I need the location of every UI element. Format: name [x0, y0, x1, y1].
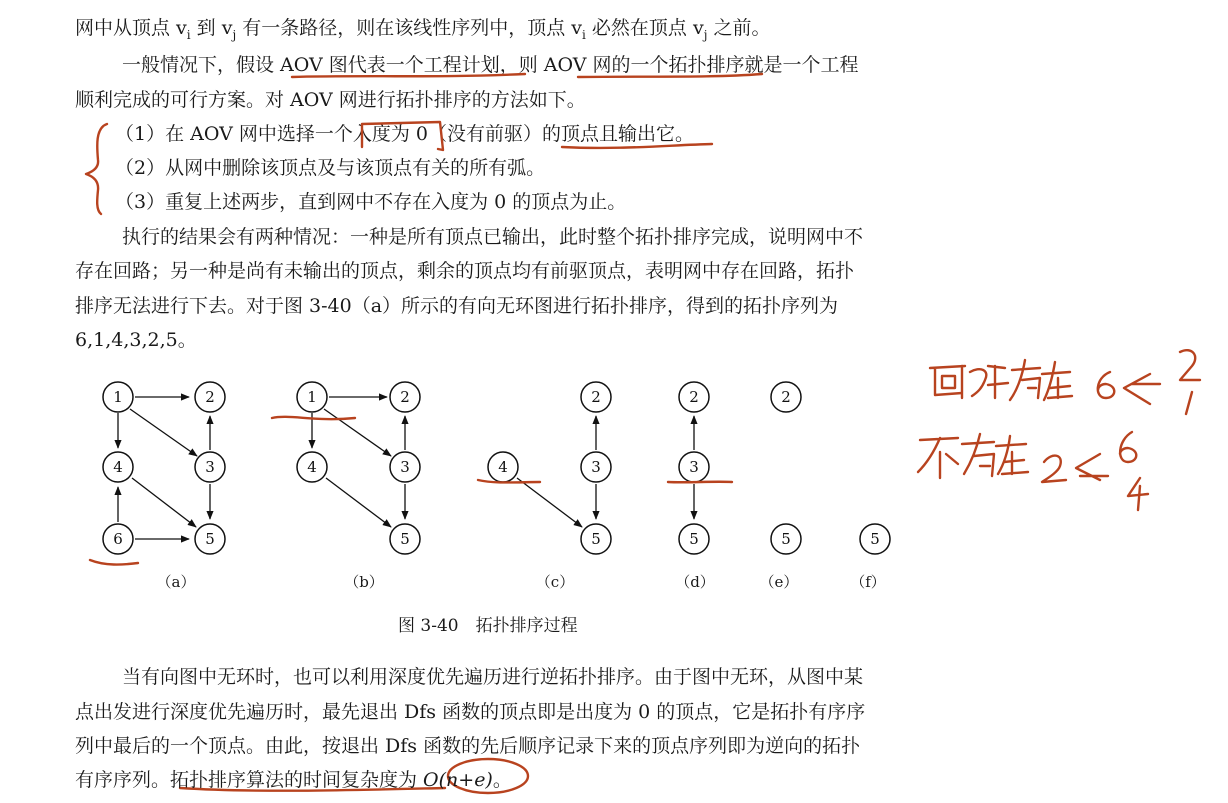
subfig-c	[488, 382, 611, 554]
svg-text:2: 2	[781, 388, 791, 406]
subfig-a	[103, 382, 225, 554]
svg-text:1: 1	[113, 388, 123, 406]
handwriting-stroke	[1186, 392, 1192, 414]
subfig-d	[679, 382, 709, 554]
node	[679, 524, 709, 554]
svg-text:2: 2	[689, 388, 699, 406]
node	[771, 382, 801, 412]
subfig-label: （b）	[344, 573, 384, 591]
underline-stroke	[90, 560, 138, 565]
edge-4-5	[326, 478, 391, 527]
node	[581, 382, 611, 412]
underline-stroke	[668, 482, 732, 483]
paragraph2-line2: 顺利完成的可行方案。对 AOV 网进行拓扑排序的方法如下。	[75, 89, 586, 111]
paragraph3-line1: 执行的结果会有两种情况：一种是所有顶点已输出，此时整个拓扑排序完成，说明网中不	[122, 226, 864, 248]
node	[679, 382, 709, 412]
node	[195, 382, 225, 412]
handwriting-stroke	[1042, 362, 1072, 400]
svg-text:5: 5	[205, 530, 215, 548]
subscript: i	[582, 27, 586, 42]
subfig-f	[860, 524, 890, 554]
paragraph4-line4	[75, 768, 925, 792]
node	[581, 452, 611, 482]
svg-text:2: 2	[400, 388, 410, 406]
svg-text:5: 5	[689, 530, 699, 548]
handwriting-stroke	[1010, 360, 1040, 400]
handwriting-stroke	[1042, 456, 1066, 482]
svg-text:4: 4	[307, 458, 317, 476]
handwriting-stroke	[962, 434, 994, 476]
step-2: （2）从网中删除该顶点及与该顶点有关的所有弧。	[115, 157, 546, 179]
subfig-label: （c）	[535, 573, 575, 591]
svg-text:5: 5	[591, 530, 601, 548]
node	[679, 452, 709, 482]
handwriting-stroke	[1180, 350, 1200, 380]
edge-1-3	[324, 409, 391, 456]
node	[860, 524, 890, 554]
paragraph4-line2: 点出发进行深度优先遍历时，最先退出 Dfs 函数的顶点即是出度为 0 的顶点，它是拓扑有序序	[75, 701, 866, 723]
svg-text:2: 2	[205, 388, 215, 406]
paragraph3-line3: 排序无法进行下去。对于图 3-40（a）所示的有向无环图进行拓扑排序，得到的拓扑序列为	[75, 295, 839, 317]
subfig-e	[771, 382, 801, 554]
underline-stroke	[562, 144, 712, 148]
paragraph3-line4: 6,1,4,3,2,5。	[75, 329, 197, 351]
svg-text:5: 5	[400, 530, 410, 548]
text: 有序序列。拓扑排序算法的时间复杂度为	[75, 769, 424, 791]
edge-1-3	[130, 409, 197, 456]
text: 网中从顶点 v	[75, 17, 187, 39]
node	[103, 524, 133, 554]
figure-caption: 图 3-40 拓扑排序过程	[398, 616, 578, 636]
svg-text:3: 3	[205, 458, 215, 476]
node	[390, 382, 420, 412]
subfig-label: （a）	[156, 573, 196, 591]
edge-4-5	[517, 478, 582, 527]
node	[390, 452, 420, 482]
complexity-formula: O(n+e)	[423, 769, 493, 791]
node	[103, 452, 133, 482]
handwriting-stroke	[1098, 372, 1114, 398]
handwriting-stroke	[996, 436, 1028, 474]
step-3: （3）重复上述两步，直到网中不存在入度为 0 的顶点为止。	[115, 191, 627, 213]
paragraph4-line3: 列中最后的一个顶点。由此，按退出 Dfs 函数的先后顺序记录下来的顶点序列即为逆向的拓扑	[75, 735, 861, 757]
svg-text:3: 3	[400, 458, 410, 476]
underline-stroke	[272, 417, 355, 419]
subscript: j	[232, 27, 237, 42]
handwriting-stroke	[930, 366, 965, 398]
step-1: （1）在 AOV 网中选择一个入度为 0（没有前驱）的顶点且输出它。	[115, 123, 694, 145]
handwriting-stroke	[1128, 478, 1148, 510]
svg-text:4: 4	[498, 458, 508, 476]
node	[771, 524, 801, 554]
handwriting-stroke	[970, 366, 1008, 398]
subfig-label: （e）	[759, 573, 799, 591]
text: 。	[492, 769, 512, 791]
handwriting-stroke	[1124, 374, 1160, 404]
underline-stroke	[578, 74, 762, 77]
subfig-label: （d）	[675, 573, 715, 591]
node	[390, 524, 420, 554]
svg-text:6: 6	[113, 530, 123, 548]
subfig-label: （f）	[850, 573, 886, 591]
paragraph3-line2: 存在回路；另一种是尚有未输出的顶点，剩余的顶点均有前驱顶点，表明网中存在回路，拓扑	[75, 260, 855, 282]
handwriting-stroke	[1076, 454, 1108, 480]
node	[195, 452, 225, 482]
underline-stroke	[292, 74, 525, 77]
brace-stroke	[86, 124, 107, 214]
svg-text:3: 3	[689, 458, 699, 476]
svg-text:1: 1	[307, 388, 317, 406]
paragraph4-line1: 当有向图中无环时，也可以利用深度优先遍历进行逆拓扑排序。由于图中无环，从图中某	[122, 666, 864, 688]
node	[297, 382, 327, 412]
handwriting-stroke	[918, 438, 958, 478]
node	[103, 382, 133, 412]
paragraph2-line1: 一般情况下，假设 AOV 图代表一个工程计划，则 AOV 网的一个拓扑排序就是一个工程	[122, 54, 859, 76]
node	[297, 452, 327, 482]
text: 必然在顶点 v	[585, 17, 704, 39]
text: 之前。	[707, 17, 771, 39]
subfig-b	[297, 382, 420, 554]
subscript: j	[703, 27, 708, 42]
svg-text:3: 3	[591, 458, 601, 476]
node	[195, 524, 225, 554]
handwriting-stroke	[1120, 432, 1136, 462]
svg-text:4: 4	[113, 458, 123, 476]
svg-text:5: 5	[781, 530, 791, 548]
node	[488, 452, 518, 482]
edge-4-5	[132, 478, 196, 527]
svg-text:2: 2	[591, 388, 601, 406]
node	[581, 524, 611, 554]
svg-text:5: 5	[870, 530, 880, 548]
subscript: i	[186, 27, 191, 42]
text: 有一条路径，则在该线性序列中，顶点 v	[236, 17, 583, 39]
box-stroke	[362, 122, 443, 150]
text: 到 v	[190, 17, 233, 39]
